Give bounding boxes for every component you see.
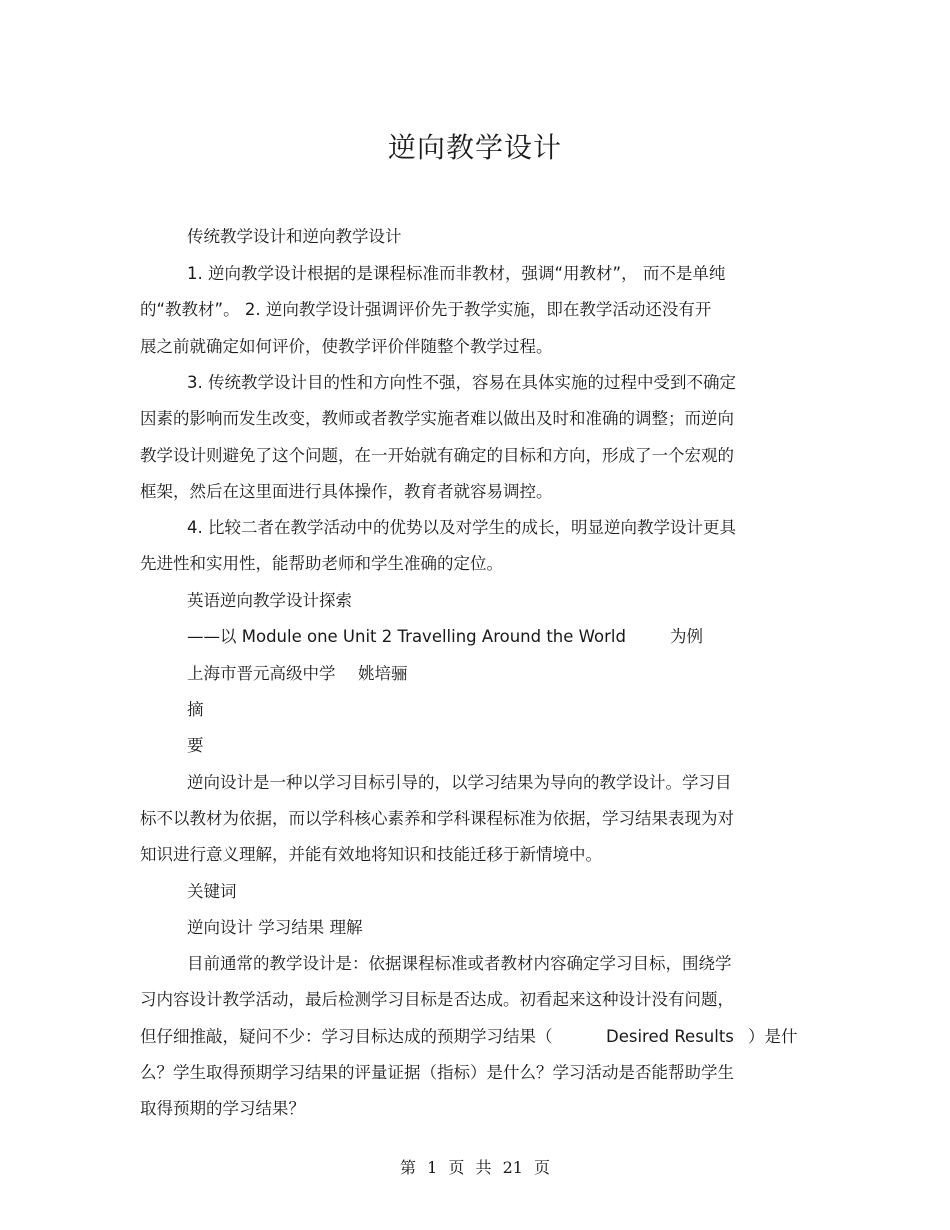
keywords-heading: 关键词 [187,882,237,901]
author-name: 姚培骊 [358,664,408,683]
footer-total-prefix: 共 [475,1158,492,1177]
footer-page-word: 页 [448,1158,465,1177]
paragraph-line: 习内容设计教学活动，最后检测学习目标是否达成。初看起来这种设计没有问题， [140,990,734,1009]
author-school: 上海市晋元高级中学 [187,664,336,683]
paragraph-line: 知识进行意义理解，并能有效地将知识和技能迁移于新情境中。 [140,845,602,864]
paragraph-line: 标不以教材为依据，而以学科核心素养和学科课程标准为依据，学习结果表现为对 [140,809,734,828]
page-footer [0,1155,950,1178]
subtitle-line: ——以 Module one Unit 2 Travelling Around the World [187,627,626,646]
footer-total-pages: 21 [502,1158,523,1177]
paragraph-line: 1. 逆向教学设计根据的是课程标准而非教材，强调“用教材”， 而不是单纯 [187,264,726,283]
paragraph-line: 4. 比较二者在教学活动中的优势以及对学生的成长，明显逆向教学设计更具 [187,518,736,537]
paragraph-line-term: Desired Results [606,1027,734,1046]
paragraph-line: 因素的影响而发生改变，教师或者教学实施者难以做出及时和准确的调整；而逆向 [140,409,734,428]
section-heading: 传统教学设计和逆向教学设计 [187,227,402,246]
section-heading: 英语逆向教学设计探索 [187,591,352,610]
paragraph-line: 但仔细推敲，疑问不少：学习目标达成的预期学习结果（ [140,1027,553,1046]
paragraph-line: 先进性和实用性，能帮助老师和学生准确的定位。 [140,554,503,573]
paragraph-line-end: ）是什 [748,1027,798,1046]
paragraph-line: 3. 传统教学设计目的性和方向性不强，容易在具体实施的过程中受到不确定 [187,373,736,392]
paragraph-line: 逆向设计是一种以学习目标引导的，以学习结果为导向的教学设计。学习目 [187,773,732,792]
footer-page-number: 1 [427,1158,438,1177]
paragraph-line: 么？学生取得预期学习结果的评量证据（指标）是什么？学习活动是否能帮助学生 [140,1063,734,1082]
keywords-line: 逆向设计 学习结果 理解 [187,918,363,937]
document-title: 逆向教学设计 [387,131,562,164]
paragraph-line: 的“教教材”。 2. 逆向教学设计强调评价先于教学实施，即在教学活动还没有开 [140,300,712,319]
abstract-heading-1: 摘 [187,700,204,719]
footer-total-word: 页 [534,1158,551,1177]
paragraph-line: 框架，然后在这里面进行具体操作，教育者就容易调控。 [140,482,553,501]
paragraph-line: 教学设计则避免了这个问题，在一开始就有确定的目标和方向，形成了一个宏观的 [140,446,734,465]
abstract-heading-2: 要 [187,736,204,755]
footer-prefix: 第 [399,1158,416,1177]
paragraph-line: 取得预期的学习结果？ [140,1099,305,1118]
subtitle-line-end: 为例 [670,627,703,646]
paragraph-line: 展之前就确定如何评价，使教学评价伴随整个教学过程。 [140,337,553,356]
paragraph-line: 目前通常的教学设计是：依据课程标准或者教材内容确定学习目标，围绕学 [187,954,732,973]
